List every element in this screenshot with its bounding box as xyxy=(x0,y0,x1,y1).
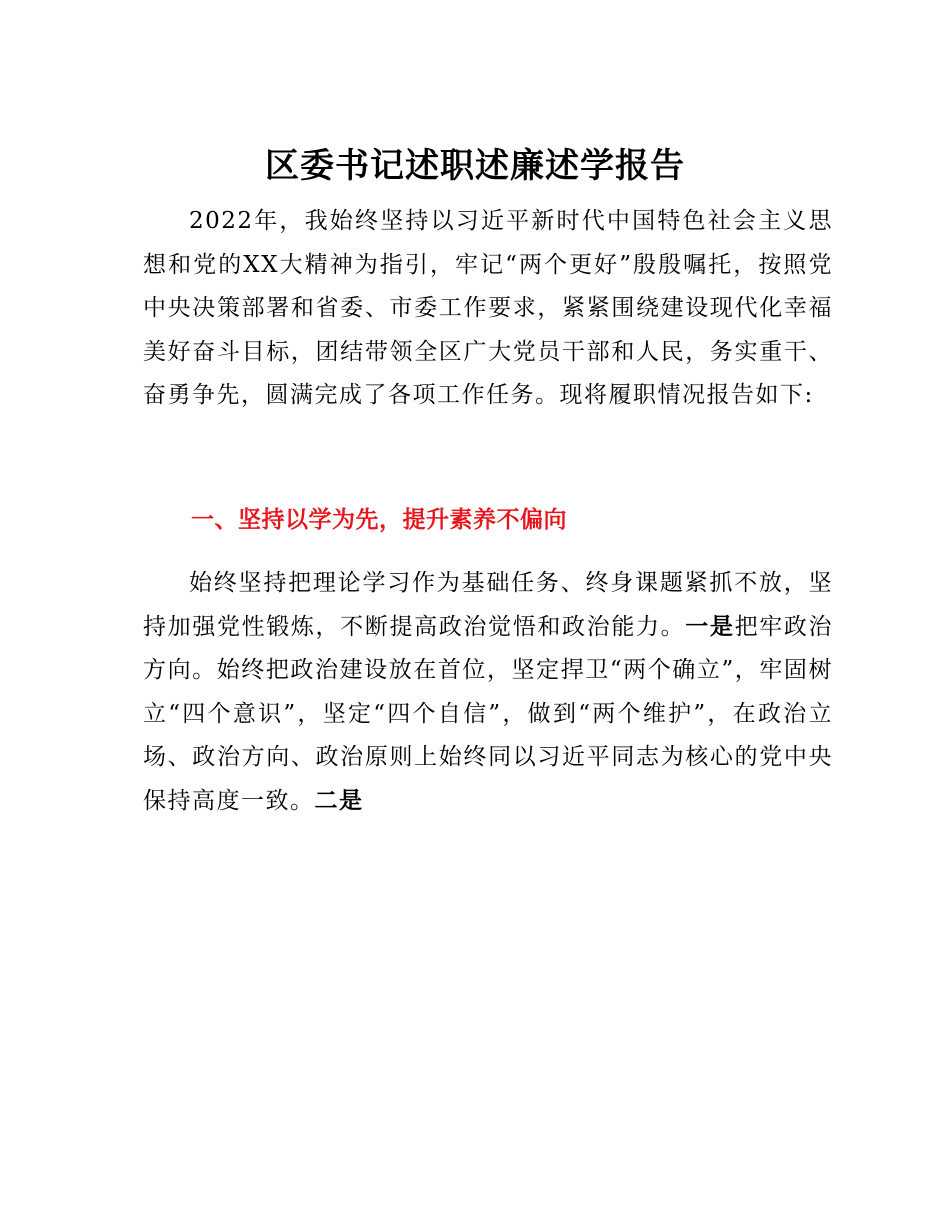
document-title: 区委书记述职述廉述学报告 xyxy=(265,146,685,186)
section-1-paragraph xyxy=(143,562,833,823)
point-marker-2: 二是 xyxy=(314,787,364,814)
intro-paragraph: 2022年，我始终坚持以习近平新时代中国特色社会主义思想和党的XX大精神为指引，牢记“两个更好”殷殷嘱托，按照党中央决策部署和省委、市委工作要求，紧紧围绕建设现代化幸福美好奋斗目标，团结带领全区广大党员干部和人民，务实重干、奋勇争先，圆满完成了各项工作任务。现将履职情况报告如下: xyxy=(143,208,833,408)
point-marker-1: 一是 xyxy=(685,613,735,640)
section-heading-1: 一、坚持以学为先，提升素养不偏向 xyxy=(191,507,567,533)
section-1-text-part-1: 始终坚持把理论学习作为基础任务、终身课题紧抓不放，坚持加强党性锻炼，不断提高政治觉悟和政治能力。 xyxy=(143,570,833,640)
section-1-text-part-2: 把牢政治方向。始终把政治建设放在首位，坚定捍卫“两个确立”，牢固树立“四个意识”，坚定“四个自信”，做到“两个维护”，在政治立场、政治方向、政治原则上始终同以习近平同志为核心的党中央保持高度一致。 xyxy=(143,613,834,814)
